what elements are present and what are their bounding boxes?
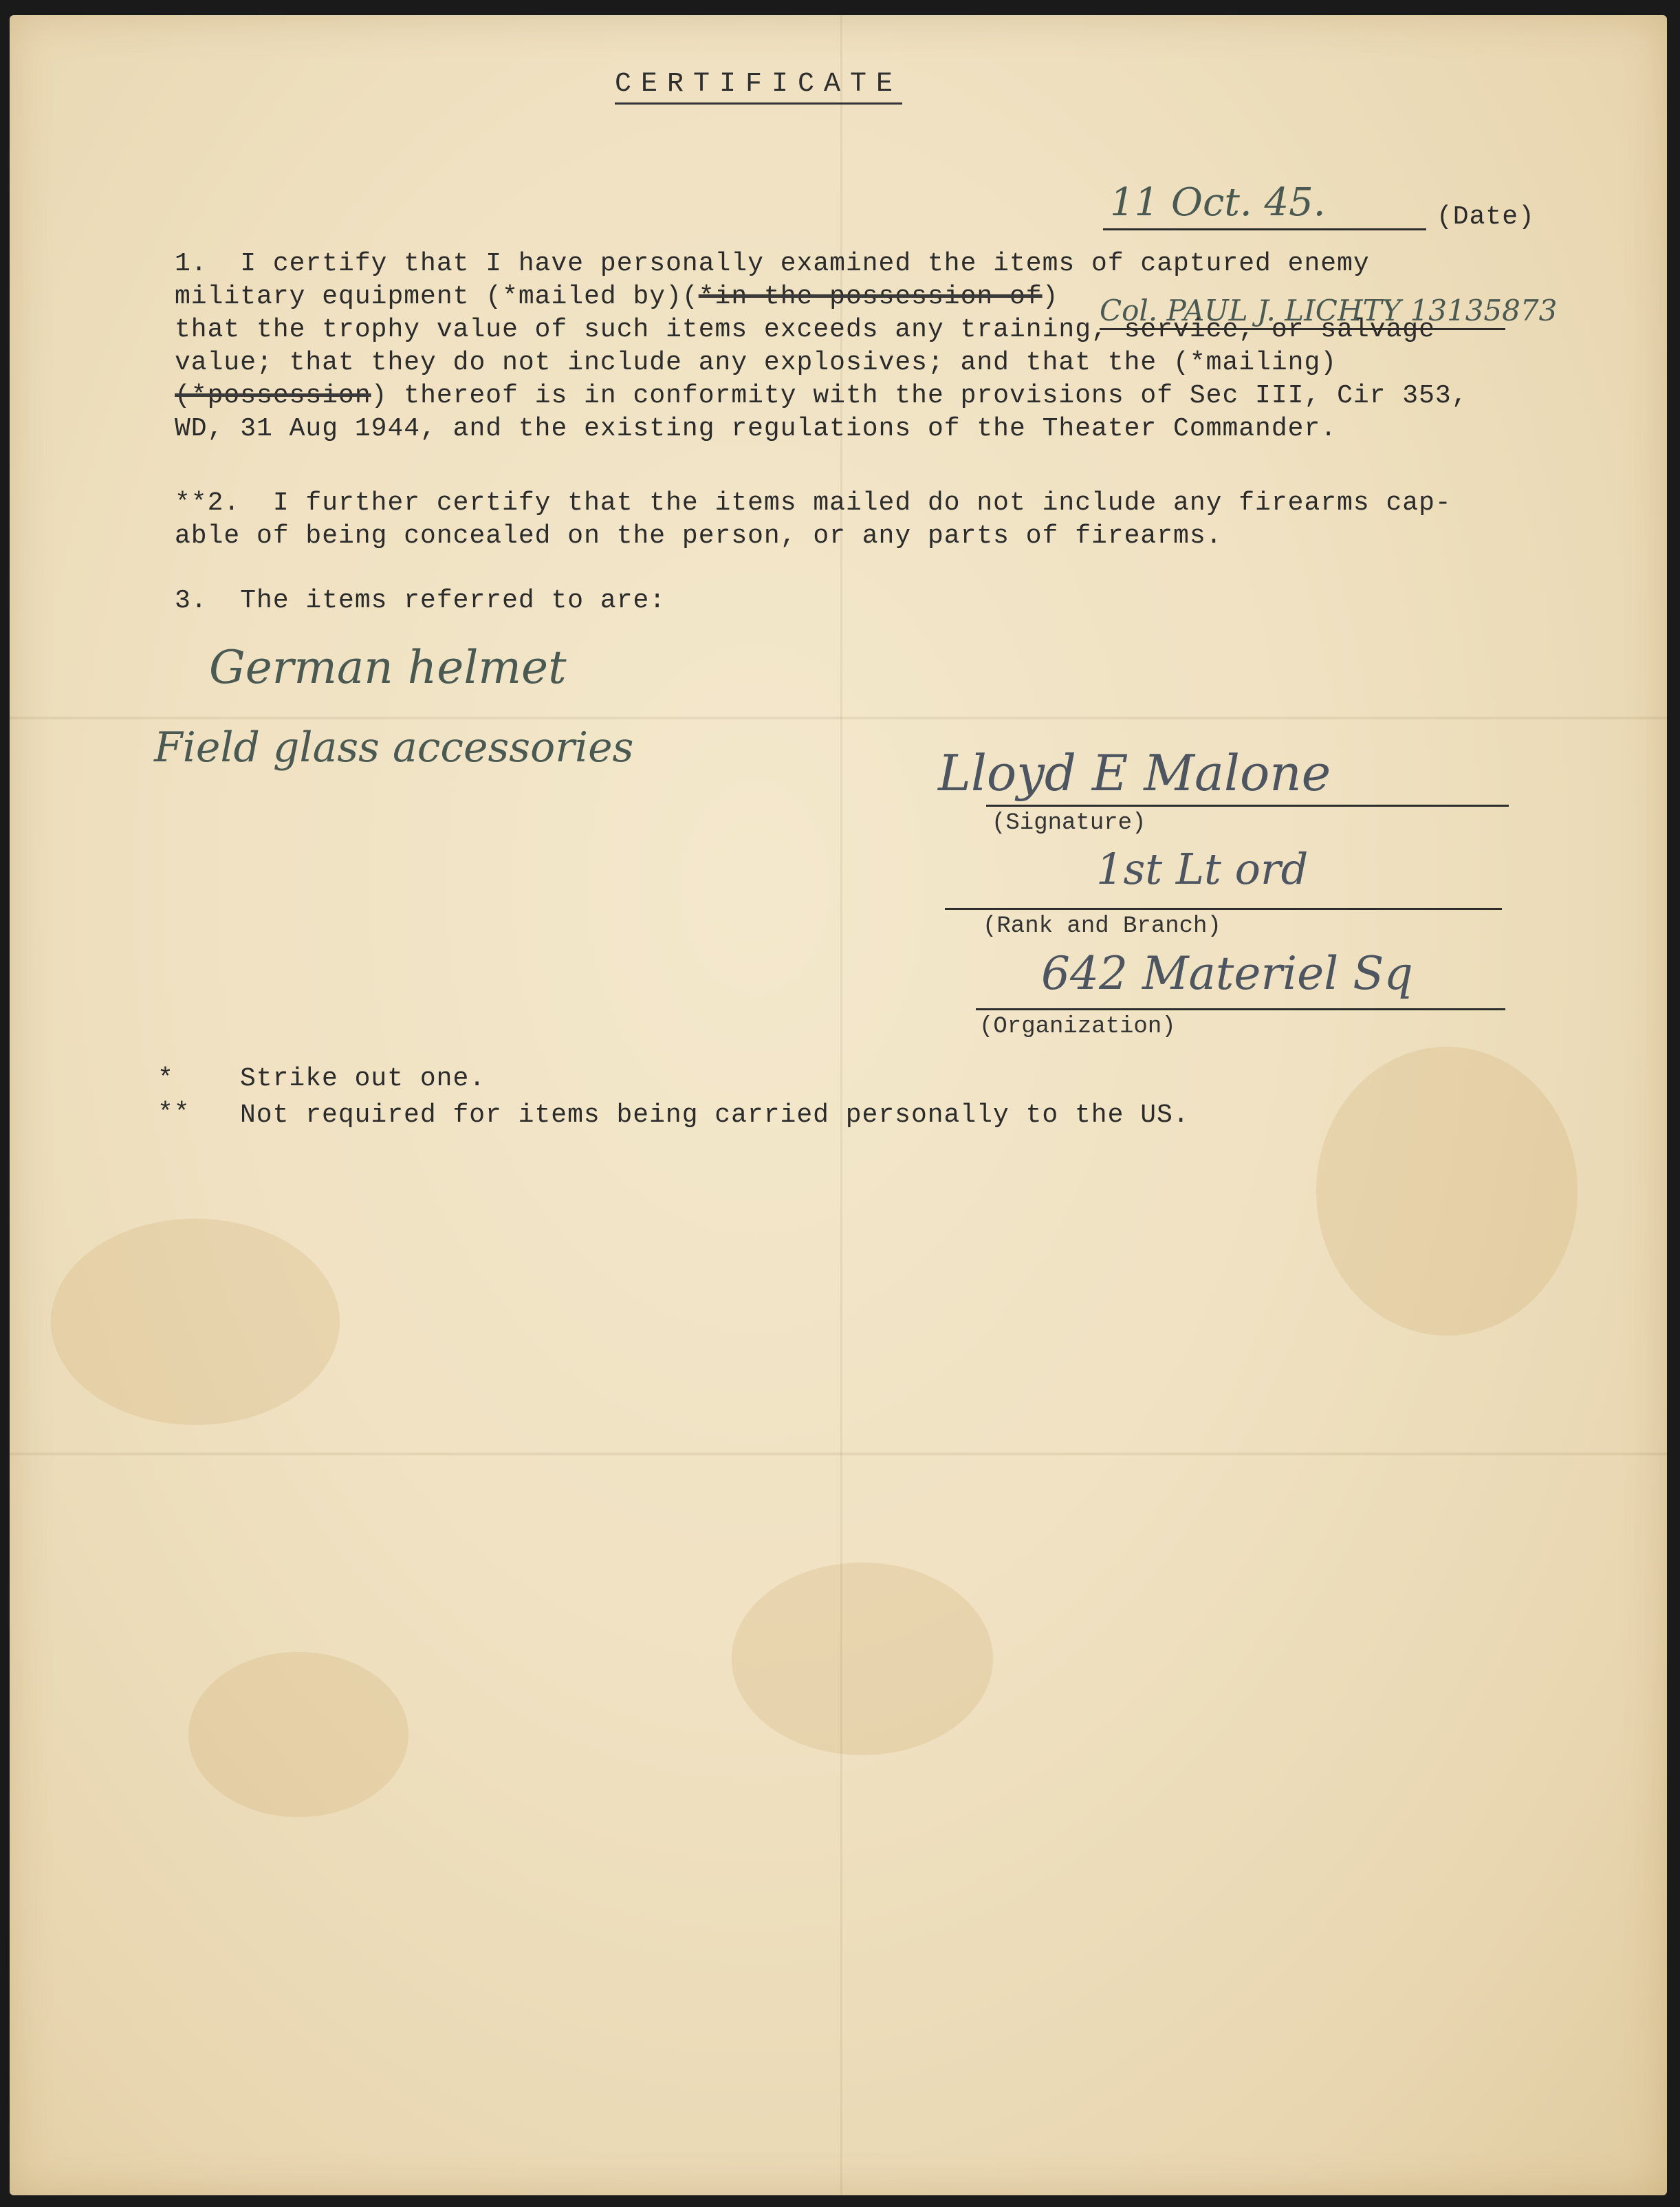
footnote-2-mark: ** (157, 1098, 190, 1128)
rank-handwritten: 1st Lt ord (1096, 844, 1309, 894)
organization-label: (Organization) (979, 1014, 1176, 1040)
footnote-1-text: Strike out one. (240, 1064, 486, 1094)
signature-handwritten: Lloyd E Malone (938, 744, 1331, 802)
date-label: (Date) (1437, 202, 1535, 232)
fold-line (10, 717, 1667, 719)
footnote-2-text: Not required for items being carried personally to the US. (240, 1100, 1190, 1130)
stain (188, 1652, 408, 1817)
fold-line (10, 1453, 1667, 1455)
stain (51, 1219, 340, 1425)
signature-rule (986, 805, 1509, 807)
rank-label: (Rank and Branch) (983, 913, 1221, 939)
certificate-paper (10, 15, 1667, 2195)
para1-line4: value; that they do not include any explosives; and that the (*mailing) (175, 348, 1338, 378)
possessor-name-handwritten: Col. PAUL J. LICHTY 13135873 (1100, 294, 1558, 327)
para3-line1: 3. The items referred to are: (175, 586, 666, 616)
para1-line6: WD, 31 Aug 1944, and the existing regulations of the Theater Commander. (175, 414, 1338, 444)
certificate-title: CERTIFICATE (615, 69, 902, 105)
para1-line2: military equipment (*mailed by)(*in the possession of) (175, 282, 1059, 312)
rank-rule (945, 908, 1502, 910)
para2-line2: able of being concealed on the person, or any parts of firearms. (175, 521, 1223, 551)
date-rule (1103, 228, 1426, 230)
item2-handwritten: Field glass accessories (154, 724, 634, 772)
signature-label: (Signature) (992, 810, 1146, 836)
para1-line3: that the trophy value of such items exceeds any training, service, or salvage (175, 315, 1435, 345)
para2-line1: **2. I further certify that the items mailed do not include any firearms cap- (175, 488, 1452, 518)
date-handwritten: 11 Oct. 45. (1110, 180, 1326, 225)
item1-handwritten: German helmet (209, 641, 567, 694)
para1-line1: 1. I certify that I have personally examined the items of captured enemy (175, 249, 1370, 279)
stain (1316, 1047, 1578, 1336)
organization-handwritten: 642 Materiel Sq (1041, 947, 1413, 1000)
para1-line5: (*possession) thereof is in conformity with the provisions of Sec III, Cir 353, (175, 381, 1468, 411)
organization-rule (976, 1008, 1505, 1010)
footnote-1-mark: * (157, 1064, 174, 1094)
stain (732, 1563, 993, 1755)
